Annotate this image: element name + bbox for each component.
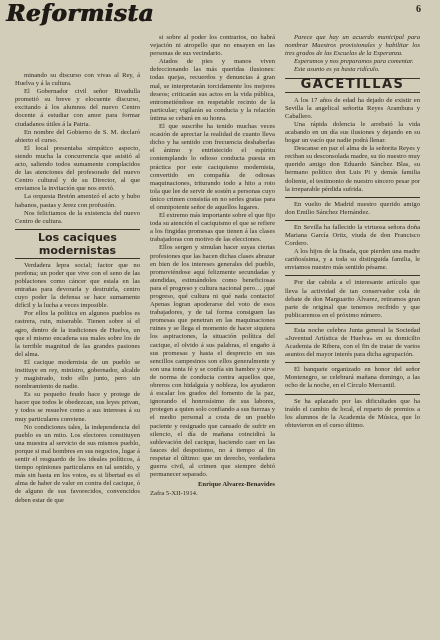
news-item: A los hijos de la finada, que pierden una madre cariñosísima, y a toda su distinguida familia, le enviamos nuestro más sentido pésame.	[285, 248, 420, 272]
article-paragraph: si sobre al poder los contrarios, no habrá vejación ni atropello que no ensayen en las personas de sus vecindario.	[150, 34, 275, 58]
news-item: El banquete organizado en honor del señor Montenegro, se celebrará mañana domingo, a las ocho de la noche, en el Círculo Mercantil.	[285, 366, 420, 390]
page-number: 6	[416, 4, 421, 15]
divider	[285, 220, 420, 221]
article-paragraph: El cacique modernista de un pueblo se instituye en rey, ministro, gobernador, alcalde y magistrado, todo ello junto, pero sin nombramiento de nadie.	[15, 358, 140, 391]
notice-paragraph: Esperamos y nos preparamos para comentar.	[294, 58, 414, 66]
divider	[285, 197, 420, 198]
article-paragraph: Atados de pies y manos viven defeccionando las más queridas ilusiones: todas quejas, recuerdos y denuncias á gran mal, se interpretarán torcidamente los mejores deseos; criticarán sus actos en la vida pública, entrometiéndose en respetable recinto de la particular; vigilarán su conducta y la relación íntima se cebará en su honra.	[150, 58, 275, 122]
column-left	[15, 72, 140, 505]
article-heading: Los caciques modernistas	[15, 229, 140, 259]
news-item: A los 17 años de edad ha dejado de existir en Sevilla la angelical señorita Reyes Arambura y Caballero.	[285, 96, 420, 120]
article-paragraph: Ellos sergen y simulan hacer suyas ciertas profesiones que las hacen dichas clases abrazar en bien de los intereses generales del pueblo, promoviéndose aquí felizmente secundadas y atendidas, estimándoles como beneficiosas para el progreso y cultura nacional pero… ¡qué progreso, qué cultura ni qué nada contacto! Apenas logran apoderarse del voto de esos trabajadores, y de tal forma consiguen las promesas que penetran en las maquinaciones ruines y se llega el momento de hacer siquiera los aspiraciones, la situación política del cacique, el olvido á sus palabras, el engaño á sus promesas y hasta el desprecio en sus sencillos campesinos son ellos generalmente y son una tonta fé y se confía sin hambre y sirve de norma de conducta contra aquellos que, obreros con hidalguía y nobleza, los ayudaron á escalar los grados del fomento de la paz, ignorando el honrosísimo de sus labores, protegen a quien solo confiando a sus fuerzas y el medio personal a costa de un pueblo paciente y resignado que cansado de sufrir en silencio, el día de mañana coincidirá la sublevación del cacique, haciendo caer en las fauces del despotismo, no á tiempo al fin respetar el último: que un derecho, verdadera guerra civil, al crimen que siempre debió permanecer separado.	[150, 244, 275, 479]
article-paragraph: No condiciones tales, la independencia del pueblo es un mito. Los electores constituyen una muestra al servicio de sus mismos pueblo, porque si mal hombres en sus negocios, lugar á sentir el resguardo de los ideales políticos, á tiempo opiniones particulares en tal sentido, y más sin hasta en los votos, es si libertad es el alma de haber de valer en contra del cacique, ó de alguno de sus favorecidos, convencidos deben estar de que	[15, 423, 140, 504]
divider	[285, 323, 420, 324]
notice-paragraph: Este asunto es ya hasta ridículo.	[294, 66, 380, 74]
masthead-title: Reformista	[6, 0, 154, 27]
news-item: Descanse en paz el alma de la señorita Reyes y reciban su desconsolada madre, su tío nuestro muy querido amigo don Eduardo Sánchez Blas, su hermano político don Luis Pi y demás familia doliente, el testimonio de nuestro sincero pesar por la irreparable pérdida sufrida.	[285, 145, 420, 193]
article-paragraph: El local presentaba simpático aspecto, siendo mucha la concurrencia que asistió al acto, saliendo todos sumamente complacidos de las atenciones del profesorado del nuevo Centro cultural y de su Director, al que enviamos la invitación que nos envió.	[15, 144, 140, 193]
article-paragraph: minando su discurso con vivas al Rey, á Huelva y á la cultura.	[15, 72, 140, 88]
article-paragraph: Por ellos la política en algunos pueblos es rastrera, ruin, miserable. Tienen sobre sí el agro, dentro de la tradiciones de Huelva, un que el mismo encadena sus males sobre los de la terrible magnitud de las grandes pasiones del alma.	[15, 310, 140, 358]
news-item: Una rápida dolencia le arrebató la vida acabando en un día sus ilusiones y dejando en su hogar un vacío que nadie podrá llenar.	[285, 120, 420, 145]
article-paragraph: El Gobernador civil señor Rivadulla prometió su breve y elocuente discurso, excitando á los alumnos del nuevo Centro docente á estudiar con amor para formar ciudadanos útiles á la Patria.	[15, 88, 140, 128]
section-heading: GACETILLAS	[285, 78, 420, 92]
article-dateline: Zafra 5-XII-1914.	[150, 490, 198, 498]
article-paragraph: Nos felicitamos de la existencia del nuevo Centro de cultura.	[15, 209, 140, 225]
news-item: En Sevilla ha fallecido la virtuosa señora doña Mariana García Ortiz, viuda de don Francisco Cordero.	[285, 223, 420, 248]
article-paragraph: Es su pequeño feudo hace y protege de hacer que todos le obedezcan, sus leyes privan, y todos se resuelve como a sus intereses á su muy particulares conviene.	[15, 391, 140, 423]
news-item: Se ha aplazado por las dificultades que ha traído el cambio de local, el reparto de premios a los alumnos de la Academia de Música, que lo obtuvieron en el curso último.	[285, 397, 420, 429]
news-item: En vuelto de Madrid nuestro querido amigo don Emilio Sánchez Hernández.	[285, 200, 420, 216]
article-paragraph: El que suscribe ha tenido muchas veces ocasión de apreciar la realidad de cuanto lleva dicho y ha sentido con frecuencia deshaberlas el ánimo y entristecido el espíritu contemplando lo odioso conducta puesta en práctica por este caciquismo modernista, convertido en compañía de odiosas maquinaciones, triturando todo a hito a roto tola que lee de servir de sostén a personas cuyo único crimen consistía en no serles gratas para el omnipotente señor de aquellos lugares.	[150, 123, 275, 211]
news-item: Esta noche celebra Junta general la Sociedad «Juventud Artística de Huelva» en su domicilio Academia de Ribera, con el fin de tratar de varios asuntos del mayor interés para dicha agrupación.	[285, 326, 420, 359]
column-right	[285, 34, 420, 430]
news-item: Por dar cabida a el interesante artículo que lleva la actividad de tan conservador cola de debate de don Marguarito Álvarez, retiramos gran parte de original que tenemos recibido y que publicaremos en el próximo número.	[285, 279, 420, 319]
divider	[285, 275, 420, 276]
notice-paragraph: Parece que hay un acuerdo municipal para nombrar Maestros provisionales y habilitar los tres grados de las Escuelas de la Esperanza.	[285, 34, 420, 58]
article-paragraph: En nombre del Gobierno de S. M. declaró abierto el curso.	[15, 128, 140, 144]
column-middle	[150, 34, 275, 498]
divider	[285, 394, 420, 395]
article-signature: Enrique Alvarez-Benavides	[198, 481, 275, 489]
article-paragraph: El extremo más importante sobre el que fijo toda su atención el caciquismo el que se refiere a los fingidas promesas que tienen á las clases trabajadoras con motivo de las elecciones.	[150, 212, 275, 244]
article-paragraph: La orquesta Bretón amenizó el acto y hubo habanos, pastas y Jerez con profusión.	[15, 193, 140, 209]
divider	[285, 362, 420, 363]
article-paragraph: Verdadera lepra social; factor que no perdona; un poder que vive con el seno de las poblaciones como cáncer que estala en las entrañas para devorarla y destruirla, centro cuyo poder la defensa se hace sumamente difícil y la lucha a veces imposible.	[15, 261, 140, 310]
